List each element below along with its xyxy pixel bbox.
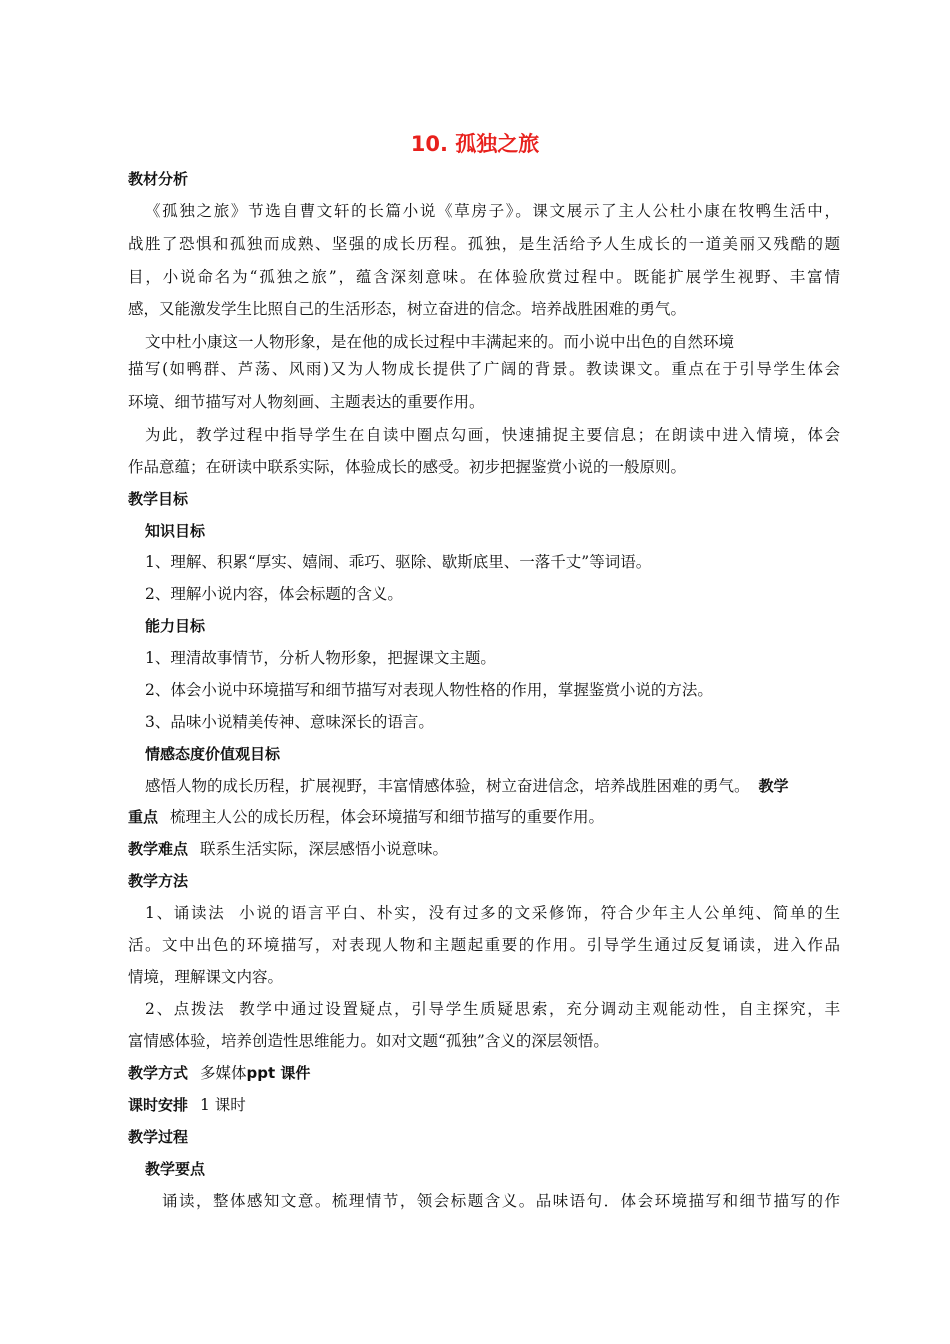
paragraph-line: 感，又能激发学生比照自己的生活形态，树立奋进的信念。培养战胜困难的勇气。 [128, 300, 687, 318]
paragraph-line: 环境、细节描写对人物刻画、主题表达的重要作用。 [128, 393, 485, 411]
heading-knowledge-goals: 知识目标 [145, 522, 206, 540]
paragraph-line [128, 1094, 840, 1116]
paragraph-line [145, 902, 840, 924]
paragraph-line: 描写(如鸭群、芦荡、风雨)又为人物成长提供了广阔的背景。教读课文。重点在于引导学生体会 [128, 360, 840, 378]
method-1-label: 1、诵读法 [145, 904, 226, 922]
heading-method: 教学方法 [128, 872, 189, 890]
heading-points: 教学要点 [145, 1160, 206, 1178]
paragraph-line: 活。文中出色的环境描写，对表现人物和主题起重要的作用。引导学生通过反复诵读，进入作品 [128, 936, 840, 954]
paragraph-line: 作品意蕴；在研读中联系实际，体验成长的感受。初步把握鉴赏小说的一般原则。 [128, 458, 687, 476]
paragraph-line: 诵读，整体感知文意。梳理情节，领会标题含义。品味语句．体会环境描写和细节描写的作 [162, 1192, 840, 1210]
paragraph-line: 为此，教学过程中指导学生在自读中圈点勾画，快速捕捉主要信息；在朗读中进入情境，体会 [145, 426, 840, 444]
list-item: 3、品味小说精美传神、意味深长的语言。 [145, 713, 434, 731]
paragraph-line [128, 1062, 840, 1084]
heading-emotion-goals: 情感态度价值观目标 [145, 745, 281, 763]
paragraph-line: 富情感体验，培养创造性思维能力。如对文题“孤独”含义的深层领悟。 [128, 1032, 609, 1050]
key-point-text: 梳理主人公的成长历程，体会环境描写和细节描写的重要作用。 [170, 808, 605, 826]
heading-difficulty: 教学难点 [128, 840, 189, 858]
method-2-text: 教学中通过设置疑点，引导学生质疑思索，充分调动主观能动性，自主探究，丰 [237, 1000, 840, 1018]
heading-goals: 教学目标 [128, 490, 189, 508]
paragraph-line [128, 806, 840, 828]
method-2-label: 2、点拨法 [145, 1000, 226, 1018]
mode-ppt: ppt 课件 [246, 1064, 311, 1082]
list-item: 2、体会小说中环境描写和细节描写对表现人物性格的作用，掌握鉴赏小说的方法。 [145, 681, 713, 699]
list-item: 1、理解、积累“厚实、嬉闹、乖巧、驱除、歇斯底里、一落千丈”等词语。 [145, 553, 652, 571]
paragraph-line: 情境，理解课文内容。 [128, 968, 284, 986]
paragraph-line: 《孤独之旅》节选自曹文轩的长篇小说《草房子》。课文展示了主人公杜小康在牧鸭生活中， [145, 202, 840, 220]
heading-schedule: 课时安排 [128, 1096, 189, 1114]
heading-mode: 教学方式 [128, 1064, 189, 1082]
paragraph-line [128, 838, 840, 860]
schedule-text: 1 课时 [200, 1096, 246, 1114]
paragraph-line [145, 775, 840, 797]
document-title: 10. 孤独之旅 [410, 132, 540, 156]
paragraph-line: 文中杜小康这一人物形象，是在他的成长过程中丰满起来的。而小说中出色的自然环境 [145, 333, 735, 351]
heading-process: 教学过程 [128, 1128, 189, 1146]
list-item: 2、理解小说内容，体会标题的含义。 [145, 585, 403, 603]
difficulty-text: 联系生活实际，深层感悟小说意味。 [200, 840, 449, 858]
heading-key-point-a: 教学 [758, 777, 789, 795]
heading-analysis: 教材分析 [128, 170, 189, 188]
paragraph-line: 战胜了恐惧和孤独而成熟、坚强的成长历程。孤独，是生活给予人生成长的一道美丽又残酷的题 [128, 235, 840, 253]
paragraph-line [145, 998, 840, 1020]
mode-text: 多媒体 [200, 1064, 247, 1082]
heading-ability-goals: 能力目标 [145, 617, 206, 635]
emotion-text: 感悟人物的成长历程，扩展视野，丰富情感体验，树立奋进信念，培养战胜困难的勇气。 [145, 777, 750, 795]
heading-key-point-b: 重点 [128, 808, 159, 826]
paragraph-line: 目，小说命名为“孤独之旅”，蕴含深刻意味。在体验欣赏过程中。既能扩展学生视野、丰富情 [128, 268, 840, 286]
method-1-text: 小说的语言平白、朴实，没有过多的文采修饰，符合少年主人公单纯、简单的生 [237, 904, 840, 922]
list-item: 1、理清故事情节，分析人物形象，把握课文主题。 [145, 649, 496, 667]
